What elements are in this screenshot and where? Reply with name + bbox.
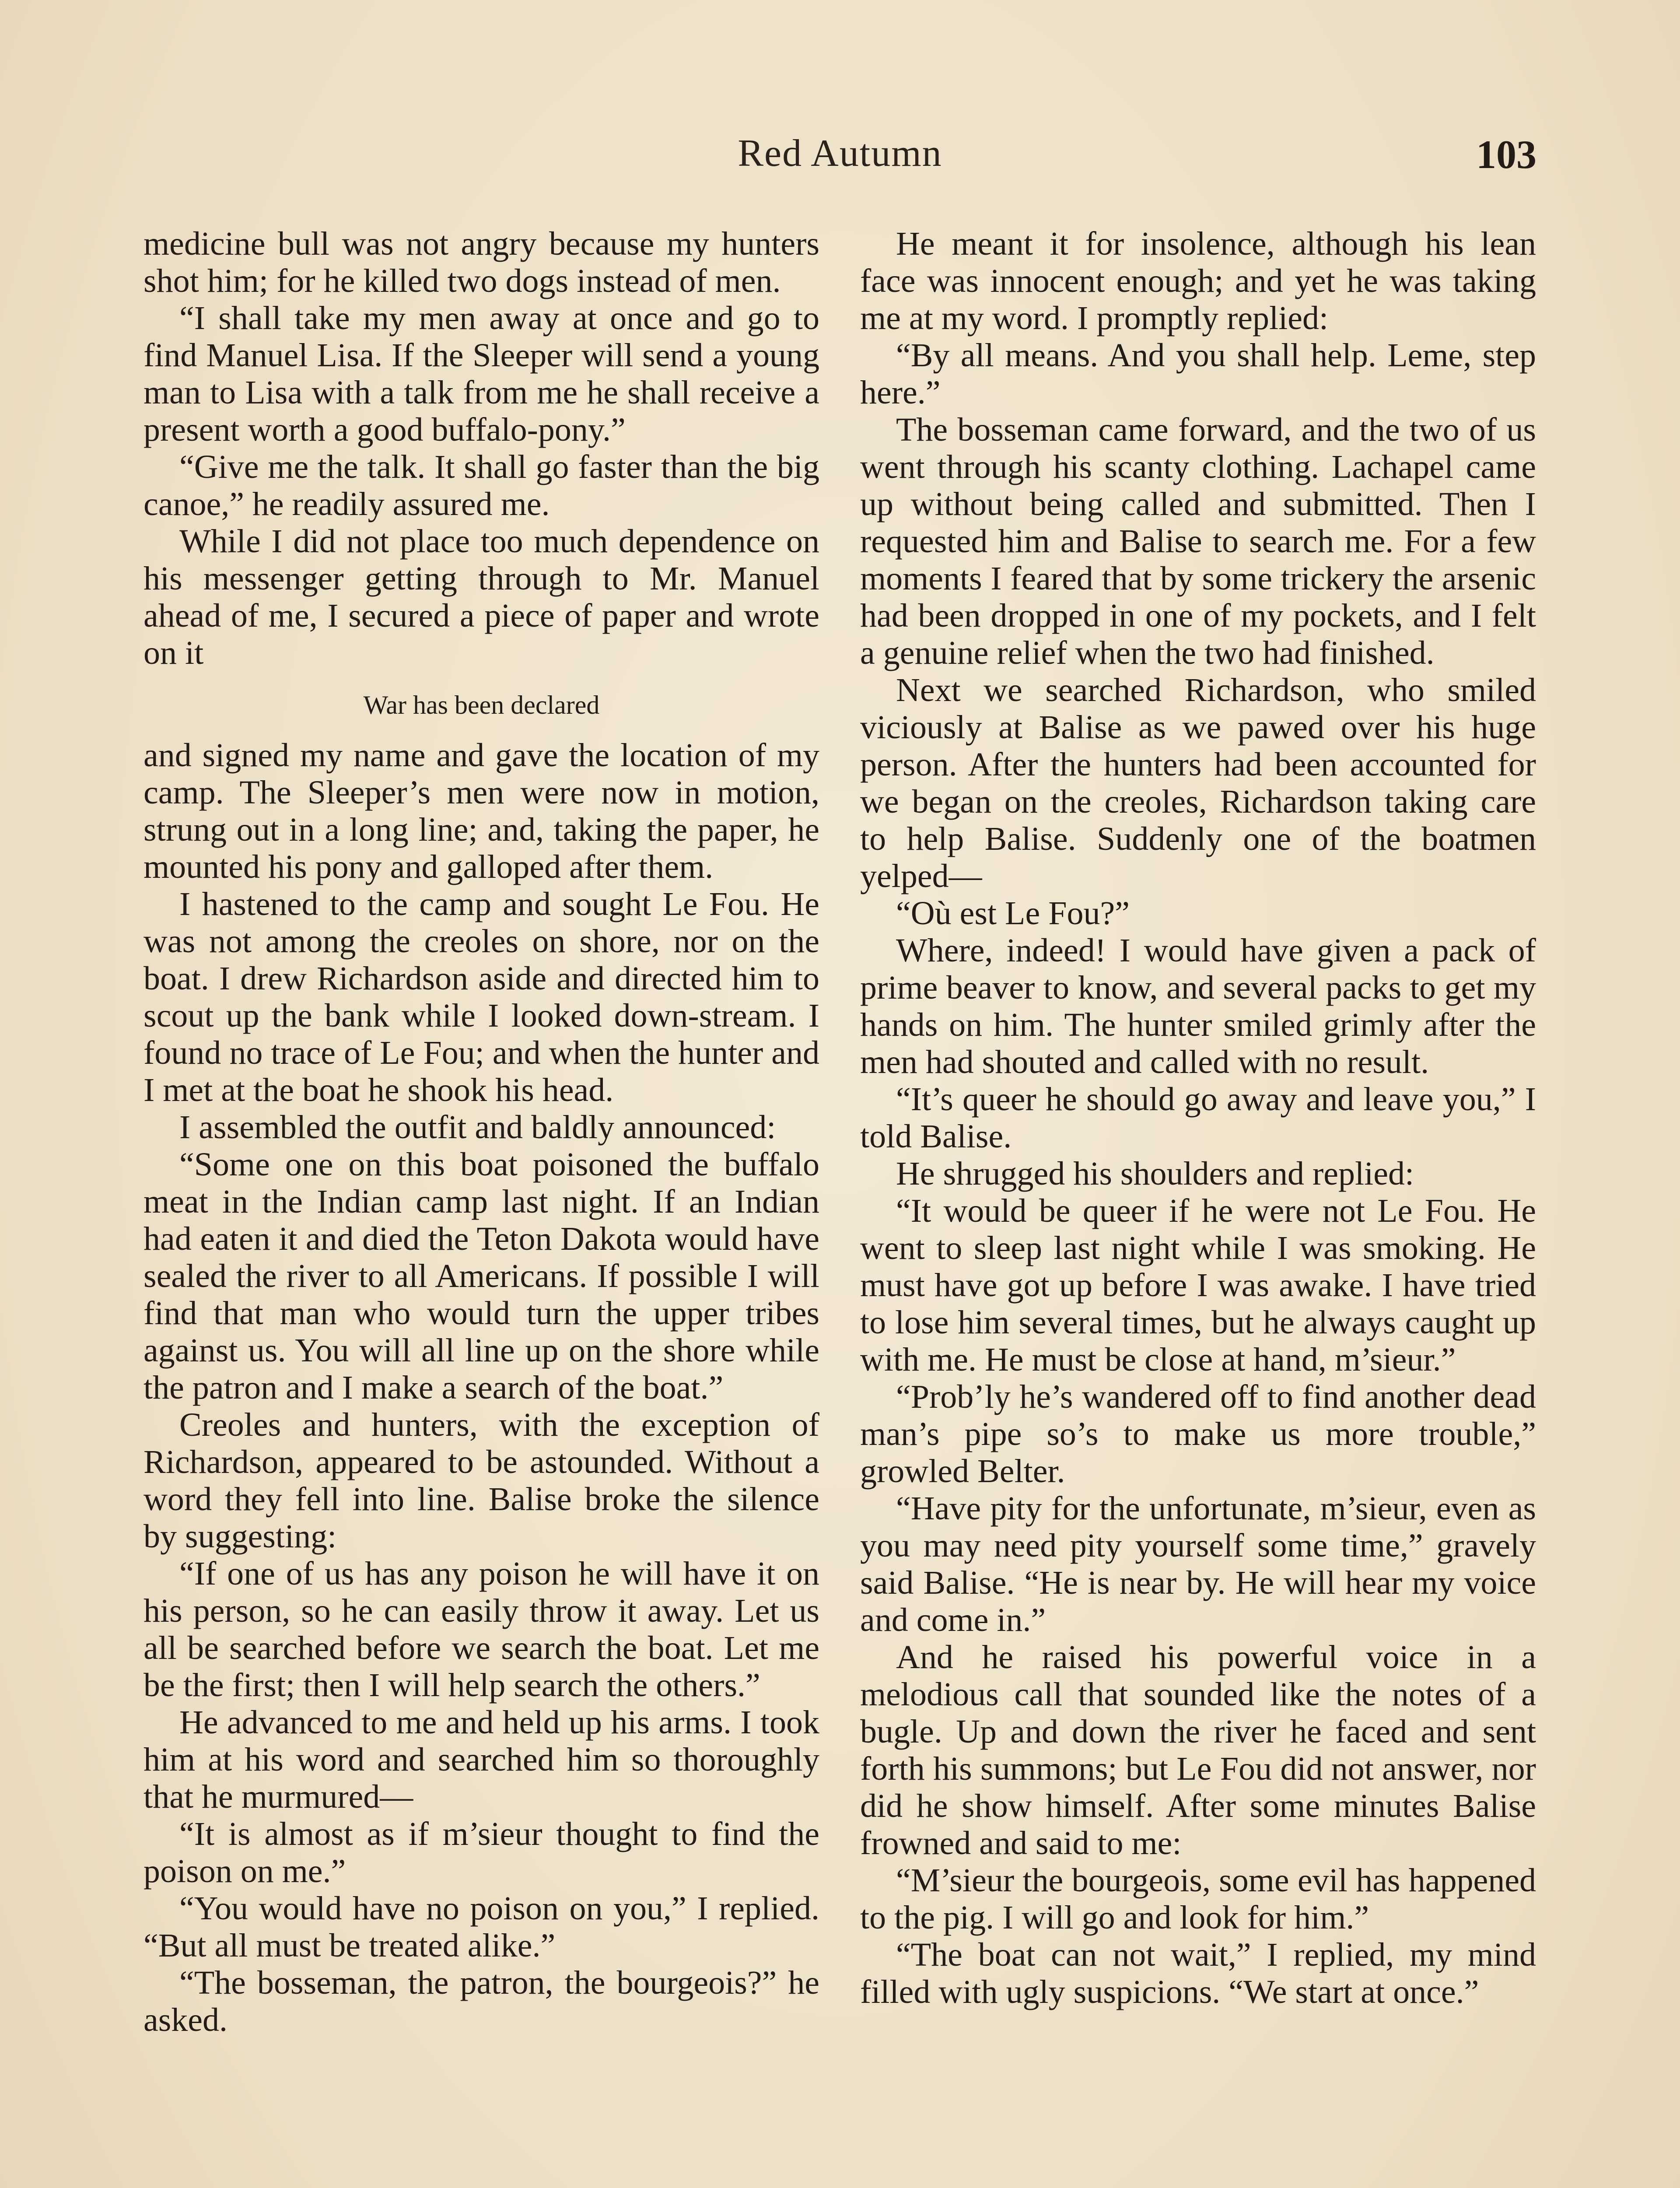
left-text-column [144, 225, 819, 2039]
paragraph: Creoles and hunters, with the exception of Richardson, appeared to be astounded. Without a word they fell into line. Balise broke the silence by suggesting: [144, 1406, 819, 1555]
paragraph: “The boat can not wait,” I replied, my mind filled with ugly suspicions. “We start at once.” [860, 1936, 1536, 2010]
paragraph: “By all means. And you shall help. Leme, step here.” [860, 337, 1536, 411]
paragraph: “You would have no poison on you,” I replied. “But all must be treated alike.” [144, 1890, 819, 1964]
paragraph: “If one of us has any poison he will have it on his person, so he can easily throw it away. Let us all be searched before we search the boat. Let me be the first; then I will help search the others.” [144, 1555, 819, 1704]
paragraph: Next we searched Richardson, who smiled viciously at Balise as we pawed over his huge person. After the hunters had been accounted for we began on the creoles, Richardson taking care to help Balise. Suddenly one of the boatmen yelped— [860, 672, 1536, 894]
paragraph: “The bosseman, the patron, the bourgeois?” he asked. [144, 1964, 819, 2038]
written-note: War has been declared [363, 691, 600, 719]
paragraph: And he raised his powerful voice in a melodious call that sounded like the notes of a bugle. Up and down the river he faced and sent forth his summons; but Le Fou did not answer, nor did he show himself. After some minutes Balise frowned and said to me: [860, 1639, 1536, 1862]
paragraph: I hastened to the camp and sought Le Fou. He was not among the creoles on shore, nor on the boat. I drew Richardson aside and directed him to scout up the bank while I looked down-stream. I found no trace of Le Fou; and when the hunter and I met at the boat he shook his head. [144, 886, 819, 1108]
paragraph: medicine bull was not angry because my hunters shot him; for he killed two dogs instead of men. [144, 225, 819, 299]
paragraph: While I did not place too much dependence on his messenger getting through to Mr. Manuel ahead of me, I secured a piece of paper and wrote on it [144, 523, 819, 671]
paragraph: “Have pity for the unfortunate, m’sieur, even as you may need pity yourself some time,” gravely said Balise. “He is near by. He will hear my voice and come in.” [860, 1490, 1536, 1638]
paragraph: He meant it for insolence, although his lean face was innocent enough; and yet he was taking me at my word. I promptly replied: [860, 225, 1536, 337]
paragraph: “It’s queer he should go away and leave you,” I told Balise. [860, 1081, 1536, 1155]
paragraph: “Où est Le Fou?” [896, 895, 1130, 932]
paragraph: I assembled the outfit and baldly announced: [179, 1109, 776, 1146]
paragraph: “Prob’ly he’s wandered off to find another dead man’s pipe so’s to make us more trouble,” growled Belter. [860, 1378, 1536, 1490]
right-text-column [860, 225, 1536, 2011]
paragraph: “M’sieur the bourgeois, some evil has happened to the pig. I will go and look for him.” [860, 1862, 1536, 1936]
paragraph: “It is almost as if m’sieur thought to find the poison on me.” [144, 1816, 819, 1890]
page-number: 103 [1476, 132, 1536, 177]
paragraph: “Some one on this boat poisoned the buffalo meat in the Indian camp last night. If an Indian had eaten it and died the Teton Dakota would have sealed the river to all Americans. If possible I will find that man who would turn the upper tribes against us. You will all line up on the shore while the patron and I make a search of the boat.” [144, 1146, 819, 1406]
paragraph: The bosseman came forward, and the two of us went through his scanty clothing. Lachapel came up without being called and submitted. Then I requested him and Balise to search me. For a few moments I feared that by some trickery the arsenic had been dropped in one of my pockets, and I felt a genuine relief when the two had finished. [860, 411, 1536, 671]
paragraph: and signed my name and gave the location of my camp. The Sleeper’s men were now in motion, strung out in a long line; and, taking the paper, he mounted his pony and galloped after them. [144, 737, 819, 885]
paragraph: He advanced to me and held up his arms. I took him at his word and searched him so thoroughly that he murmured— [144, 1704, 819, 1815]
paragraph: “I shall take my men away at once and go to find Manuel Lisa. If the Sleeper will send a young man to Lisa with a talk from me he shall receive a present worth a good buffalo-pony.” [144, 300, 819, 448]
paragraph: “Give me the talk. It shall go faster than the big canoe,” he readily assured me. [144, 449, 819, 522]
paragraph: “It would be queer if he were not Le Fou. He went to sleep last night while I was smoking. He must have got up before I was awake. I have tried to lose him several times, but he always caught up with me. He must be close at hand, m’sieur.” [860, 1192, 1536, 1378]
paragraph: He shrugged his shoulders and replied: [896, 1155, 1414, 1192]
running-title: Red Autumn [738, 132, 942, 175]
paragraph: Where, indeed! I would have given a pack of prime beaver to know, and several packs to get my hands on him. The hunter smiled grimly after the men had shouted and called with no result. [860, 932, 1536, 1080]
